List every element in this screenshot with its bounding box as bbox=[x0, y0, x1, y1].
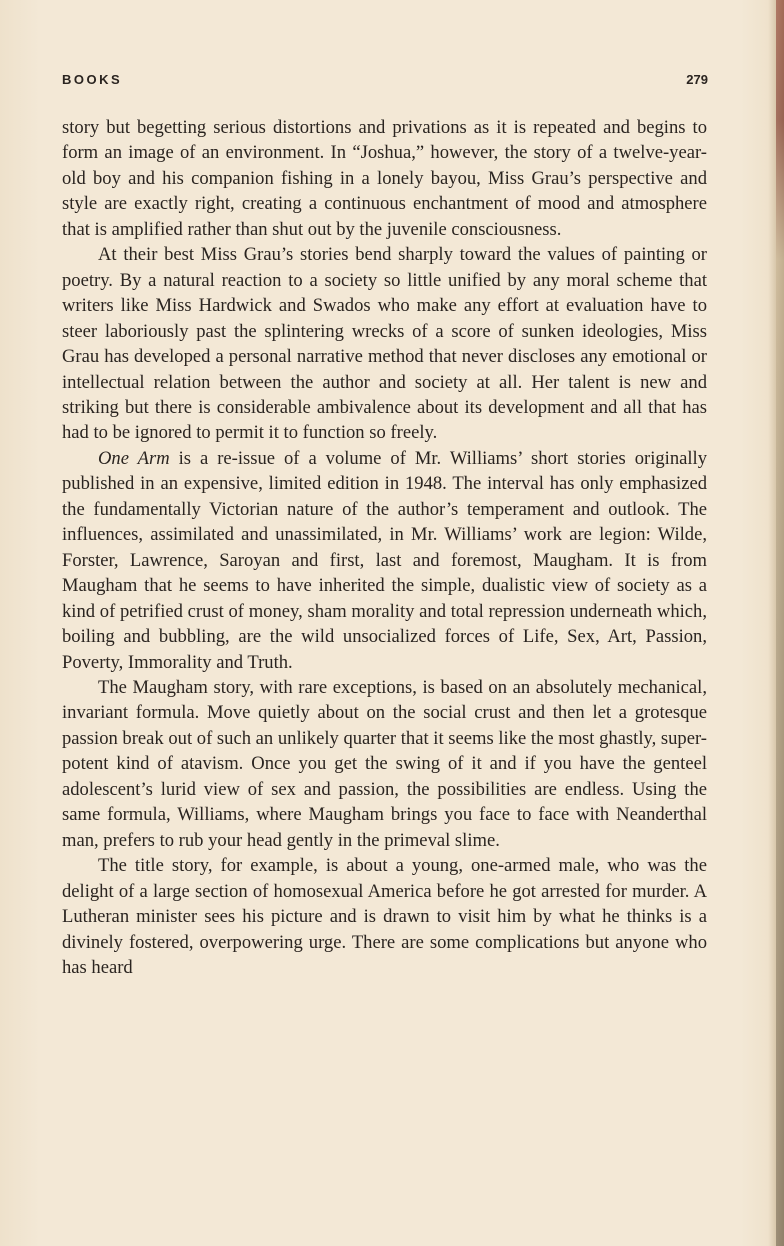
paragraph-3-text: is a re-issue of a volume of Mr. Williams’ short stories originally published in an expensive, limited edition in 1948. The interval has only emphasized the fundamentally Victorian nature of the author’s temperament and outlook. The influences, assimilated and unassimilated, in Mr. Williams’ work are legion: Wilde, Forster, Lawrence, Saroyan and first, last and foremost, Maugham. It is from Maugham that he seems to have inherited the simple, dualistic view of society as a kind of petrified crust of money, sham morality and total repression underneath which, boiling and bubbling, are the wild unsocialized forces of Life, Sex, Art, Passion, Poverty, Immorality and Truth. bbox=[62, 447, 707, 673]
page-number: 279 bbox=[686, 72, 708, 87]
book-title-one-arm: One Arm bbox=[98, 447, 170, 469]
paragraph-1: story but begetting serious distortions and privations as it is repeated and begins to form an image of an environment. In “Joshua,” however, the story of a twelve-year-old boy and his companion fishing in a lonely bayou, Miss Grau’s perspective and style are exactly right, creating a continuous enchantment of mood and atmosphere that is amplified rather than shut out by the juvenile consciousness. bbox=[62, 117, 707, 240]
paragraph-3 bbox=[62, 446, 707, 675]
paragraph-5: The title story, for example, is about a young, one-armed male, who was the delight of a large section of homosexual America before he got arrested for murder. A Lutheran minister sees his picture and is drawn to visit him by what he thinks is a divinely fostered, overpowering urge. There are some complications but anyone who has heard bbox=[62, 855, 707, 978]
running-head: BOOKS bbox=[62, 72, 123, 87]
body-text bbox=[62, 115, 707, 980]
paragraph-4: The Maugham story, with rare exceptions, is based on an absolutely mechanical, invariant formula. Move quietly about on the social crust and then let a grotesque passion break out of such an unlikely quarter that it seems like the most ghastly, super-potent kind of atavism. Once you get the swing of it and if you have the genteel adolescent’s lurid view of sex and passion, the possibilities are endless. Using the same formula, Williams, where Maugham brings you face to face with Neanderthal man, prefers to rub your head gently in the primeval slime. bbox=[62, 676, 707, 851]
paragraph-2: At their best Miss Grau’s stories bend sharply toward the values of painting or poetry. By a natural reaction to a society so little unified by any moral scheme that writers like Miss Hardwick and Swados who make any effort at evaluation have to steer laboriously past the splintering wrecks of a score of sunken ideologies, Miss Grau has developed a personal narrative method that never discloses any emotional or intellectual relation between the author and society at all. Her talent is new and striking but there is considerable ambivalence about its development and all that has had to be ignored to permit it to function so freely. bbox=[62, 244, 707, 444]
page-header bbox=[62, 72, 708, 94]
page-edge bbox=[776, 0, 784, 1246]
